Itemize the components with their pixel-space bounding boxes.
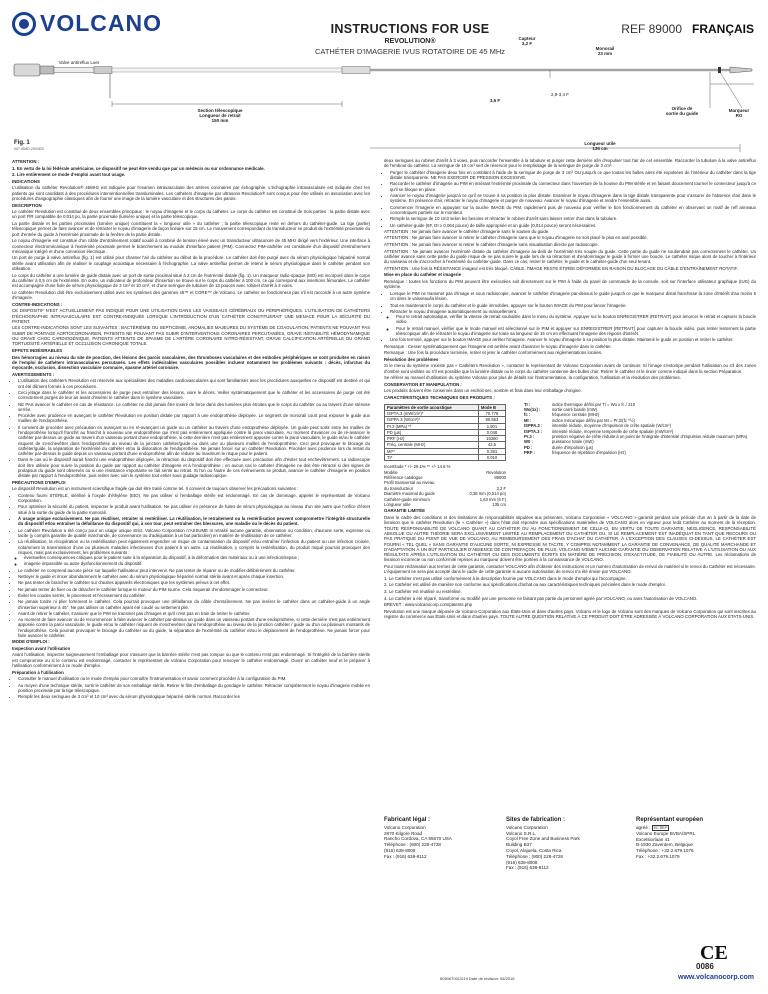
right-column [384,158,756,621]
storage-heading: CONSERVATION ET MANIPULATION : [384,381,462,387]
description-text-3: Le noyau d'imagerie est constitué d'un câble d'entraînement rotatif soudé à combiné de tension élevé avec un transducteur ultrasonore de 45 MHz dirigé vers l'extérieur. Une interface à connecteur électromécanique à l'extrémité proximale permet le branchement au module d'interface patient (PIM). Connectez PIM-cathéter est constituée d'un dispositif d'entraînement mécanique intégré et d'une connexion électrique. [12,238,370,254]
remark: Remarque : Une fois la procédure terminée, retirer et jeter le cathéter conformément aux réglementations locales. [384,350,603,356]
adverse-effects-heading: EFFETS INDÉSIRABLES [12,347,63,353]
spec-row: Diamètre maximal du guide 0,36 mm (0,014 po) [384,491,506,497]
manufacturer-heading: Fabricant légal : [384,817,431,823]
description-text-6: Le cathéter Revolution doit être exclusivement utilisé avec les systèmes des gammes s5™ et CORE™ de Volcano. Le cathéter ne fonctionnera pas s'il est raccordé à un autre système d'imagerie. [12,289,370,301]
precaution-item: • Ne pas tenter de brancher le cathéter sur d'autres appareils électroniques que les systèmes prévus à cet effet. [18,580,370,585]
table-note: Incertitude * +/- 29.1% ** +/- 14.6 % [384,464,451,470]
description-text-2: La partie distale et les parties proximales (lumière unique) constituent la « longueur utile » du cathéter ; la partie télescopique reste en dehors du cathéter-guide. La tige (partie) télescopique permet de faire avancer et de rétracter le noyau d'imagerie de façon linéaire sur 15 cm. Le mouvement correspondant du transducteur se produit de l'extrémité proximale du port d'entrée du guide à l'extrémité proximale de la fenêtre de la partie distale. [12,221,370,237]
description-text-4: Un port de purge à valve antireflux (fig. 1) est utilisé pour chasser l'air du cathéter au début de la procédure. Le cathéter doit être purgé avec du sérum physiologique hépariné normal stérile avant utilisation afin de réaliser le couplage acoustique nécessaire à l'échographie. La valve antireflux permet de retenir le sérum physiologique dans le cathéter pendant son utilisation. [12,255,370,272]
precaution-item: • Ne jamais tenter de fixer ou de détacher le cathéter lorsque le moteur du PIM tourne. Cela risquerait d'endommager le connecteur. [18,587,370,592]
warranty-heading: GARANTIE LIMITÉE [384,508,426,514]
volcano-logo [12,10,162,37]
preparation-item: • Consulter le manuel d'utilisation ou le mode d'emploi pour connaître l'instrumentation et savoir comment procéder à la configuration du PIM. [18,676,370,681]
preparation-heading: Préparation à l'utilisation [12,669,64,675]
volcano-logo-icon [12,12,36,36]
precaution-item: • Avant de retirer le cathéter, s'assurer que le PIM ne transmet pas d'images et qu'il n'est pas en train de retirer le cathéter. [18,611,370,616]
language-label: FRANÇAIS [692,22,754,36]
definition-row: W0 : puissance totale (mW) [524,439,594,445]
preparation-item: • Au moyen d'une technique stérile, sortir le cathéter de son emballage stérile. Retirer le film d'emballage du gondage le cathéter. Rétracter complètement le noyau d'imagerie mobile en position proximale par la tige télescopique. [18,683,370,694]
contraindications-text-2: LES CONTRE-INDICATIONS SONT LES SUIVANTES : BACTÉRIÉMIE OU SEPTICÉMIE, ANOMALIES MAJEURES DU SYSTÈME DE COAGULATION, PATIENTS NE POUVANT PAS SUBIR DE PONTAGE AORTOCORONARIEN, PATIENTS NE POUVANT PAS SUBIR D'INTERVENTIONS CORONAIRES PERCUTANÉES, GRAVE INSTABILITÉ HÉMODYNAMIQUE OU GRAVE CHOC CARDIOGÉNIQUE, PATIENTS ATTEINTS DE SPASME DE L'ARTÈRE CORONAIRE NITRO-RÉSISTANT, GRAVE CALCIFICATION ARTÉRIELLE DU GRAND TORTUOSITÉ ARTÉRIELLE ET OCCLUSION CHRONIQUE TOTALE. [12,325,370,347]
spec-row: Référence catalogue 89000 [384,475,506,481]
instructions-heading: MODE D'EMPLOI : [12,639,50,645]
table-header: Mode B [478,404,505,410]
precaution-item: • La réutilisation, la récupération ou la restérilisation peut également engendrer un risque de contamination du dispositif et/ou entraîner l'infection du patient ou une infection croisée, notamment la transmission d'une ou plusieurs maladies infectieuses d'un patient à un autre. La réutilisation, y compris la restérilisation, du produit risqué pourrait provoquer des risques, mais pas exclusivement, les problèmes suivants : ◦ éventuelles conséquences critiques pour le patient suite à la séparation du dispositif, à la déformation des matériaux ou à une infection/sepsie ; ◦ imagerie impossible ou autre dysfonctionnement du dispositif. [18,539,370,566]
precaution-item: • Au moment de faire avancer ou de recommencer à faire avancer le cathéter par-dessus un guide dans un vaisseau portant d'une endoprothèse, si cette dernière n'est pas entièrement apposée contre la paroi vasculaire, le guide et/ou le cathéter risquent de s'enchevêtrer dans l'endoprothèse au niveau de la jonction cathéter / guide ou d'un ou plusieurs montants de l'endoprothèse. Cela pourrait provoquer le blocage du cathéter ou du guide, la séparation de l'extrémité du cathéter et/ou le déplacement de l'endoprothèse. Ne jamais forcer pour faire avancer le cathéter. [18,617,370,638]
warning-item: • L'utilisation des cathéters Revolution est réservée aux spécialistes des maladies cardiovasculaires qui sont familiarisés avec les procédures auxquelles ce dispositif est destiné et qui ont été dûment formés à ces procédures. [18,378,370,389]
placement-list [390,291,756,343]
prep-step: • Commencer l'imagerie en appuyant sur la touche IMAGE du PIM, rapidement puis de nouveau pour vérifier le bon fonctionnement du cathéter en observant un motif de refl anneaux concentriques partiels sur le moniteur. [390,205,756,216]
attention-item-2: 2. Lire entièrement ce mode d'emploi avant tout usage. [12,172,126,178]
prep-list-continued [390,170,756,228]
shaft-diameter-left: 3,5 F [489,98,501,103]
ref-language [621,22,754,36]
patent-link[interactable]: BREVET : www.volcanocorp.com/patents.php [384,602,473,608]
specs-heading: CARACTÉRISTIQUES TECHNIQUES DES PRODUITS : [384,395,495,401]
manufacturer-block: Fabricant légal : Volcano Corporation 2870 Kilgore Road Rancho Cordova, CA 95670 USA Téléphone : (800) 228-4728 (916) 638-8008 Fax : (916) 638-8112 [384,818,504,860]
definition-row: PD : durée d'impulsion (µs) [524,444,594,450]
prep-step: • Un cathéter-guide (6F, DI ≥ 0,064 pouce) de taille appropriée et un guide (0,014 pouce) seront nécessaires. [390,223,756,228]
precaution-item: • Pour optimiser la sécurité du patient, inspecter le produit avant l'utilisation. Ne pas utiliser en présence de fuites de sérum physiologique au niveau d'un site autre que l'orifice d'émet situé à la sortie du guide de la partie monorail. [18,504,370,515]
table-header: Paramètres de sortie acoustique [385,404,479,410]
placement-substep: ◦ Pour le retrait manuel, vérifier que le mode manuel est sélectionné sur le PIM et appuyer sur ENREGISTRER (RETRAIT) pour capturer la boucle vidéo, puis retirer lentement la partie télescopique afin de rétracter le noyau d'imagerie sur toute sa longueur de 15 cm en effectuant l'imagerie des régions d'intérêt. [396,326,756,337]
placement-step: • Rétracter le noyau d'imagerie automatiquement ou manuellement. ◦ Pour le retrait automatique, vérifier la vitesse de retrait souhaitée dans le menu du système. Appuyer sur le bouton ENREGISTRER (RETRAIT) pour amorcer le retrait et capturer la boucle vidéo. ◦ Pour le retrait manuel, vérifier que le mode manuel est sélectionné sur le PIM et appuyer sur ENREGISTRER (RETRAIT) pour capturer la boucle vidéo, puis retirer lentement la partie télescopique afin de rétracter le noyau d'imagerie sur toute sa longueur de 15 cm en effectuant l'imagerie des régions d'intérêt. [390,309,756,336]
product-subtitle: CATHÉTER D'IMAGERIE IVUS ROTATOIRE DE 45 MHz [314,47,506,56]
telescoping-section-label: Section télescopique Longueur de retrait 150 mm [197,108,243,123]
sites-heading: Sites de fabrication : [506,817,566,823]
storage-text: Les produits doivent être conservés dans un endroit sec, sombre et frais dans leur emballage d'origine. [384,388,582,394]
spec-row: du transducteur 3,2 F [384,485,506,491]
precaution-item: • À usage unique exclusivement. Ne pas réutiliser, retraiter ni restériliser. La réutilisation, le retraitement ou la restérilisation peuvent compromettre l'intégrité structurelle du dispositif et/ou entraîner la défaillance du dispositif qui, à son tour, peut entraîner des blessures, une maladie ou le décès du patient. [18,516,370,527]
manufacturing-sites-block: Sites de fabrication : Volcano Corporation Volcano S.R.L. Coyol Free Zone and Business Park Building B37 Coyol, Alajuela, Costa Rica Téléphone : (800) 228-4728 (916) 638-8008 Fax : (916) 638-8112 [506,818,634,871]
warranty-exclusion: 2. Le Cathéter est utilisé de manière non conforme aux spécifications d'achat ou aux caractéristiques techniques précisées dans le mode d'emploi. [384,582,666,588]
definition-row: TI : indice thermique défini par TI = Wo x fc / 210 [524,401,636,407]
warnings-list [18,378,370,478]
shaft-diameter-right: 2,9-3,4 F [550,92,569,97]
warranty-text: Dans le cadre des conditions et des limitations de responsabilités stipulées aux présentes, Volcano Corporation « VOLCANO » garantit pendant une période d'un an à partir de la date de livraison que le cathéter Revolution (le « Cathéter ») dans l'état doit répondre aux spécifications matérielles de VOLCANO alors en vigueur pour ledit Cathéter au moment de la réception. TOUTE RESPONSABILITÉ DE VOLCANO QUANT AU CATHÉTER OU AU FONCTIONNEMENT DE CELUI-CI, EN VERTU DE TOUTE GARANTIE, NÉGLIGENCE, RESPONSABILITÉ ABSOLUE OU AUTRE THÉORIE SERA EXCLUSIVEMENT LIMITÉE AU REMPLACEMENT DU CATHÉTER OU, SI LE REMPLACEMENT EST INADÉQUAT EN TANT QUE RECOURS OU PAS PRATIQUE DU POINT DE VUE DE VOLCANO, AU REMBOURSEMENT DES FRAIS D'ACHAT DU CATHÉTER. À L'EXCEPTION DES CLAUSES CI-DESSUS, LE CATHÉTER EST FOURNI « TEL QUEL » SANS GARANTIE D'AUCUNE SORTE, NI EXPRESSE NI TACITE, Y COMPRIS NOTAMMENT LA GARANTIE DE CONVENANCE, DE QUALITÉ MARCHANDE ET D'ADAPTATION À UN BUT PARTICULIER D'ABSENCE DE CONTREFAÇON. DE PLUS, VOLCANO N'ÉMET AUCUNE GARANTIE OU OBSERVATION RELATIVE À L'UTILISATION OU AUX RÉSULTATS APRÈS L'UTILISATION DU CATHÉTER OU DES DOCUMENTS ÉCRITS EN MATIÈRE DE PRÉCISION, D'EXACTITUDE, DE FIABILITÉ OU AUTRE. Les réclamations de livraison incorrecte ou non conformité reprises au marqueur doivent être portées à la connaissance de VOLCANO. [384,515,756,563]
left-column [12,158,370,700]
table-row: ISPPA.3 (W/cm²)* 95.553 [385,417,506,423]
table-row: PD (µs) 0.048 [385,429,506,435]
monorail-label: Monorail 23 mm [595,46,615,56]
table-row: Pr.3 (MPa) ** 1.901 [385,423,506,429]
prep-step: • Raccorder le cathéter d'imagerie au PIM en insérant l'extrémité proximale du connecteur dans l'ouverture de la housse du PIM stérile et en faisant doucement tourner le connecteur jusqu'à ce qu'il se bloque en place. [390,181,756,192]
contraindications-heading: CONTRE-INDICATIONS : [12,301,63,307]
precaution-subitem: ◦ imagerie impossible ou autre dysfonctionnement du dispositif. [24,561,370,566]
caution-note: ATTENTION : Ne jamais faire avancer ni retirer le cathéter d'imagerie sans que le noyau d'imagerie ne soit placé le plus en aval possible. [384,235,648,241]
catheter-drawing [10,48,758,158]
product-name: REVOLUTION® [384,38,436,45]
description-text-5: Le corps du cathéter a une lumière de guide distale avec un port de sortie proximal situé à 2 cm de l'extrémité distale (fig. 1). Un marqueur radio-opaque (MO) est incorporé dans le corps du cathéter à 0,5 cm de l'extrémité. En outre, un indicateur de profondeur d'insertion se trouve sur le corps du cathéter à 100 cm, ce qui correspond aux insertions fémorales. Le cathéter est accompagné d'une fiole de sérum physiologique de 3 cm³ et 10 cm³, et d'une seringue de tubulure de 13 pouces avec robinet d'arrêt à 3 voies. [12,272,370,289]
ec-rep-icon: EC REP [653,825,667,830]
remark: Remarque : Cesser systématiquement que l'imagerie est arrêtée avant d'avancer le noyau d'imagerie dans le cathéter. [384,343,612,349]
precaution-subitem: ◦ éventuelles conséquences critiques pour le patient suite à la séparation du dispositif, à la déformation des matériaux ou à une infection/sepsie ; [24,555,370,560]
prep-step: • Remplir la seringue de 10 cm3 selon les besoins et rétracter le robinet d'arrêt sans laisser entrer d'air dans la tubulure. [390,216,756,221]
warranty-exclusion: 4. Le Cathéter a été réparé, transformé ou modifié par une personne ne faisant pas partie du personnel agréé par VOLCANO, ou sans l'autorisation de VOLCANO. [384,595,698,601]
transducer-label: Capteur 3,2 F [518,36,536,46]
precautions-intro: Le dispositif Revolution est un instrument scientifique fragile qui doit être traité comme tel. Il convient de toujours observer les précautions suivantes : [12,486,299,492]
precautions-list [18,493,370,638]
table-row: Fréq. centrale (MHz) 42.5 [385,442,506,448]
warning-item: • Procéder avec prudence en avançant le cathéter Revolution en position distale par rapport à une endoprothèse déployée. Le segment de monorail court peut exposer le guide aux mailles de l'endoprothèse. [18,413,370,424]
definition-row: ISPTA.3 : intensité réduite, moyenne temporelle de crête spatiale (mW/cm²) [524,428,674,434]
placement-note: Remarque : toutes les fonctions du PIM peuvent être exécutées soit directement sur le PIM à l'aide du panel de commande de la console, soit sur l'interface utilisateur graphique (IUG) du système. [384,279,756,290]
attention-item-1: 1. En vertu de la loi fédérale américaine, ce dispositif ne peut être vendu que par un médecin ou sur ordonnance médicale. [12,165,265,171]
troubleshooting-text-2: Se référer au manuel d'utilisation du système Volcano pour plus de détails sur l'instrumentation, la configuration, l'utilisation et la résolution des problèmes. [384,375,681,381]
spec-row: Cathéter-guide minimum 1,63 mm (6 F) [384,496,506,502]
website-link[interactable]: www.volcanocorp.com [678,974,754,981]
notified-body-number: 0086 [696,962,714,971]
placement-step: • Lorsque le PIM ne transmet pas d'image et sous radioscopie, avancer le cathéter d'imagerie par-dessus le guide jusqu'à ce que le marqueur distal franchisse la zone d'intérêt d'au moins 5 cm dans le vaisseau/la lésion. [390,291,756,302]
precaution-item: • Nettoyer le guide et rincer abondamment le cathéter avec du sérum physiologique hépariné normal stérile avant et après chaque insertion. [18,574,370,579]
acoustic-definitions [524,402,756,456]
acoustic-output-table [384,404,506,462]
document-title: INSTRUCTIONS FOR USE [330,22,490,36]
ref-number: REF 89000 [621,22,682,36]
description-text-1: Le cathéter Revolution est constitué de deux ensembles principaux : le noyau d'imagerie et le corps du cathéter. Le corps du cathéter est constitué de trois parties : la partie distale avec un port FlR compatible de 0,014 po, la partie proximale (lumière unique) et la partie télescopique. [12,209,370,220]
prep-continued: deux seringues au robinet d'arrêt à 3 voies, puis raccorder l'ensemble à la tubulure et purger cette dernière afin d'expulser tout l'air de cet ensemble. Raccorder la tubulure à la valve antireflux de l'embout du cathéter. La seringue de 10 cm³ sert de réservoir pour le remplissage de la seringue de purge de 3 cm³. [384,158,756,169]
definition-row: Pr.3 : pression négative de crête réduite à un point de l'intégrale d'intensité d'impulsion réduite maximum (MPa) [524,434,748,440]
precaution-item: • Éviter les coudes serrés, le pincement et l'écrasement du cathéter. [18,593,370,598]
troubleshooting-text: Si le menu du système n'existe pas « Cathéters Revolution », contacter le représentant de Volcano Corporation avant de continuer. Si l'image s'estompe pendant l'utilisation ou s'il des zones d'ombre sont visibles ou s'il est possible que la lumière distale ou le corps du cathéter contienne des bulles d'air. Retirer le cathéter et le rincer comme indiqué dans la section Préparation. [384,363,756,374]
warranty-exclusion: 1. Le Cathéter n'est pas utilisé conformément à la description fournie par VOLCANO dans le mode d'emploi qui l'accompagne. [384,575,627,581]
ro-marker-label: Marqueur RO [728,108,750,118]
placement-step: • Une fois terminé, appuyer sur le bouton IMAGE pour arrêter l'imagerie. Avancer le noyau d'imagerie à sa position la plus distale. Maintenir le guide en position et retirer le cathéter. [390,337,756,342]
spec-row: Profil transversal au niveau [384,480,435,486]
definition-row: Wo(1x) : sortie carré bande (mW) [524,407,598,413]
preparation-item: • Remplir les deux seringues de 3 cm³ et 10 cm³ avec du sérum physiologique hépariné stérile normal. Raccorder les [18,694,370,699]
contraindications-text-1: CE DISPOSITIF N'EST ACTUELLEMENT PAS INDIQUÉ POUR UNE UTILISATION DANS LES VAISSEAUX CÉRÉBRAUX OU PÉRIPHÉRIQUES. L'UTILISATION DE CATHÉTERS D'ÉCHOGRAPHIE INTRAVASCULAIRE EST CONTRE-INDIQUÉE LORSQUE L'INTRODUCTION D'UN CATHÉTER CONSTITUERAIT UNE MENACE POUR LA SÉCURITÉ DU PATIENT. [12,308,370,324]
caution-note: ATTENTION : Une fois la RÉSISTANCE imageur est très bloqué. CÂBLE, l'IMAGE RESTE ÉTIRÉE DÉFORMÉE EN RAISON DU BLOCAGE DU CÂBLE D'ENTRAÎNEMENT ROTATIF. [384,265,738,271]
document-revision: 805067001/019 Date de révision: 06/2016 [440,976,515,981]
caution-note: ATTENTION : Ne jamais faire avancer ni retirer le cathéter d'imagerie sans visualisation directe par radioscopie. [384,242,599,248]
indications-text: L'utilisation du cathéter Revolution® 45MHz est indiquée pour l'examen intravasculaire des artères coronaires par échographie. L'échographie intravasculaire est indiquée chez les patients qui sont candidats à des procédures interventionnelles transluminales. Les cathéters d'imagerie par ultrasons Revolution® sont conçus pour être utilisés en association avec les procédures d'angiographie classiques afin de fournir une image de la lumière vasculaire et des structures des parois. [12,185,370,201]
figure-number: Fig. 1 [14,140,30,146]
inspection-heading: Inspection avant l'utilisation [12,645,71,651]
spec-row: Modèle Revolution [384,469,506,475]
guidewire-exit-label: Orifice de sortie du guide [665,106,699,116]
eu-rep-block: Représentant européen agréé : EC REP Volcano Europe BVBA/SPRL Excelsiorlaan 41 B-1930 Zaventem, Belgique Téléphone : +32.2.679.1076 Fax : +32.2.679.1079 [636,818,756,860]
precaution-item: • Le cathéter ne comprend aucune pièce sur laquelle l'utilisateur peut intervenir. Ne pas tenter de réparer ou de modifier délibérément du cathéter. [18,568,370,573]
warning-item: • Il convient de procéder avec précaution en avançant ou en ré-avançant un guide ou un cathéter au travers d'une endoprothèse déployée. Un guide peut sortir entre les mailles de l'endoprothèse lorsqu'il franchit au franchit à nouveau une endoprothèse qui n'est pas entièrement appliquée contre la paroi vasculaire. Au moment d'avancer ou de ré-avancer le cathéter par-dessus un guide au travers d'un vaisseau portant d'une endoprothèse, si cette dernière n'est pas entièrement apposée contre la paroi vasculaire, le guide et/ou le cathéter risquent de s'enchevêtrer dans l'endoprothèse au niveau de la jonction cathéter/guide ou dans une ou plusieurs mailles de l'endoprothèse. Ceci peut provoquer le blocage du cathéter/guide, la séparation de l'extrémité du cathéter et/ou la dislocation de l'endoprothèse. Ne jamais forcer sur un cathéter Revolution. Procéder avec prudence lors du retrait du cathéter par-dessus le guide depuis un vaisseau portant d'une endoprothèse afin de réduire au maximum le risque pour le patient. [18,425,370,457]
attention-heading: ATTENTION : [12,159,40,164]
warnings-heading: AVERTISSEMENTS : [12,371,55,377]
precaution-item: • Ne jamais tordre ni plier fortement le cathéter. Cela pourrait provoquer une défaillance du câble d'entraînement. Ne pas insérer le cathéter dans un cathéter-guide à un angle d'insertion supérieur à 45°. Ne pas utiliser un cathéter ayant été coudé ou nettement plié. [18,599,370,610]
figure-code: 007-ISMD-29/0303 [14,147,44,151]
warning-item: • NE PAS avancer le cathéter en cas de résistance. Le cathéter ne doit jamais être inséré de force dans des lumières plus étroites que le corps du cathéter ou au travers d'une sténose serrée. [18,402,370,413]
definition-row: PRF : fréquence de répétition d'impulsion (Hz) [524,450,626,456]
preparation-list [18,676,370,699]
spec-row: Longueur utile 135 cm [384,502,506,508]
brand-name: VOLCANO [40,10,162,36]
product-specs [384,464,506,507]
description-heading: DESCRIPTION [12,202,42,208]
working-length-label: Longueur utile 135 cm [584,141,616,151]
precaution-item: • Contenu fourni STÉRILE, stérilisé à l'oxyde d'éthylène (EtO). Ne pas utiliser si l'emballage stérile est endommagé. En cas de dommage, appeler le représentant de Volcano Corporation. [18,493,370,504]
indications-heading: INDICATIONS [12,178,40,184]
warranty-claims: Pour toute réclamation aux termes de cette garantie, contacter VOLCANO afin d'obtenir des instructions et un numéro d'autorisation de renvoi de matériel si le renvoi du Cathéter est nécessaire. L'équipement ne sera pas accepté dans le cadre de cette garantie si aucune autorisation de renvoi n'a été émise par VOLCANO. [384,563,756,575]
prep-step: • Purger le cathéter d'imagerie deux fois en comblant à l'aide de la seringue de purge de 3 cm³ OU jusqu'à ce que toutes les bulles aient été expulsées de l'intérieur du cathéter dans la tige distale transparente. NE PAS EXERCER DE PRESSION EXCESSIVE. [390,170,756,181]
definition-row: MI : indice mécanique défini par MI = Pr.3/(fc ^½) [524,417,635,423]
warranty-exclusion: 3. Le Cathéter est réutilisé ou restérilisé. [384,589,462,595]
warning-item: • Dans le cas où le dispositif aurait franchi une endoprothèse déployée, la rétraction du dispositif doit être effectuée avec précaution afin d'éviter tout enchevêtrement. La radioscopie doit être utilisée pour suivre la position du guide par rapport au cathéter d'imagerie et à l'endoprothèse ; en aucun cas le cathéter d'imagerie ne doit être rétracté si des signes de prolapsus du guide sont observés ou si une résistance importante se fait sentir au retrait. Si l'un ou l'autre de ces événements se produit, avancer le cathéter d'imagerie en position distale par rapport à l'endoprothèse, puis retirer avec soin le système tout entier sous guidage radioscopique. [18,457,370,478]
definition-row: ISPPA.3 : intensité réduite, moyenne d'impulsion de crête spatiale (W/cm²) [524,423,672,429]
definition-row: fc : fréquence centrale (MHz) [524,412,600,418]
warning-item: • Ceci jetage dans le cathéter et les accessoires de purge peut entraîner des lésions, voire le décès. Veiller systématiquement que le cathéter et les accessoires de purge ont été correctement purgés de leur air avant d'insérer le cathéter dans le système vasculaire. [18,390,370,401]
placement-heading: Mise en place du cathéter et imagerie [384,272,462,278]
placement-step: • Tout en maintenant le corps du cathéter et le guide immobiles, appuyer sur le bouton IMAGE du PIM pour lancer l'imagerie. [390,303,756,308]
luer-valve-label: Valve antireflux Luer [58,60,100,65]
precautions-heading: PRÉCAUTIONS D'EMPLOI [12,479,66,485]
table-row: TI* 0.010 [385,455,506,461]
prep-step: • Avancer le noyau d'imagerie jusqu'à ce qu'il se trouve à sa position la plus distale. Examiner le noyau d'imagerie dans la tige distale transparente pour s'assurer de l'absence d'air dans le système. En présence d'air, rétracter le noyau d'imagerie et purger de nouveau. Avancer le noyau d'imagerie et rendre l'ensemble aussi. [390,193,756,204]
table-row: MI** 0.281 [385,448,506,454]
eu-rep-heading: Représentant européen [636,817,704,823]
placement-substep: ◦ Pour le retrait automatique, vérifier la vitesse de retrait souhaitée dans le menu du système. Appuyer sur le bouton ENREGISTRER (RETRAIT) pour amorcer le retrait et capturer la boucle vidéo. [396,314,756,325]
caution-note: ATTENTION : Ne jamais faire avancer le cathéter d'imagerie sans le soutien du guide. [384,228,550,234]
inspection-text: Avant l'utilisation, inspecter soigneusement l'emballage pour s'assurer que la barrière stérile n'est pas rompue ou que le contenu n'est pas endommagé. Si l'intégrité de la barrière stérile est compromise ou si le contenu est endommagé, contacter le représentant de Volcano Corporation pour renvoyer le cathéter endommagé. Ouvrir un cathéter neuf et le préparer à l'utilisation conformément à ce mode d'emploi. [12,652,370,669]
precaution-item: • Le cathéter Revolution a été conçu pour un usage unique strict. Volcano Corporation n'ASSUME ni retraité aucune garantie, observation ou condition, d'aucune sorte, expresse ou tacite (y compris garantie de qualité marchande, de convenance ou d'adéquation à un but particulier) en matière de réutilisation de ce cathéter. [18,528,370,539]
ce-mark-icon: CE [700,942,728,964]
table-row: ISPTA.3 (mW/cm²)* 70.778 [385,410,506,416]
trademark-notice: Revolution est une marque déposée de Volcano Corporation aux États-Unis et dans d'autres pays. Volcano et le logo de Volcano sont des marques de Volcano Corporation qui sont inscrites au registre du commerce aux États-Unis et dans d'autres pays. TOUTE AUTRE QUESTION RELATIVE À CE PRODUIT DOIT ÊTRE ADRESSÉE À VOLCANO CORPORATION AUX ÉTATS-UNIS. [384,608,756,620]
table-row: PRF (Hz) 15360 [385,436,506,442]
adverse-effects-text: Des hémorragies au niveau du site de ponction, des lésions des parois vasculaires, des thromboses vasculaires et des embolies périphériques se sont produites en raison de l'emploi de cathéters intravasculaires percutanés. Les effets indésirables vasculaires possibles incluent notamment les problèmes suivants : décès, infarctus du myocarde, occlusion, dissection vasculaire coronaire, spasme artériel coronaire. [12,354,370,371]
caution-note: ATTENTION : Ne jamais avancer l'extrémité distale du cathéter d'imagerie au-delà de l'extrémité très souple du guide. Cette partie du guide ne soutiendrait pas correctement le cathéter. Un cathéter avancé sans cette partie du guide risque de ne pas suivre le guide lors de sa rétraction et d'endommager le guide à former une boucle. Le cathéter risque alors de toucher à l'intérieur du vaisseau et de s'accrocher à l'extrémité du cathéter-guide. Dans ce cas, retirer le cathéter, le guide et le cathéter-guide d'un seul tenant. [384,248,756,265]
troubleshooting-heading: Résolution des problèmes [384,356,439,362]
